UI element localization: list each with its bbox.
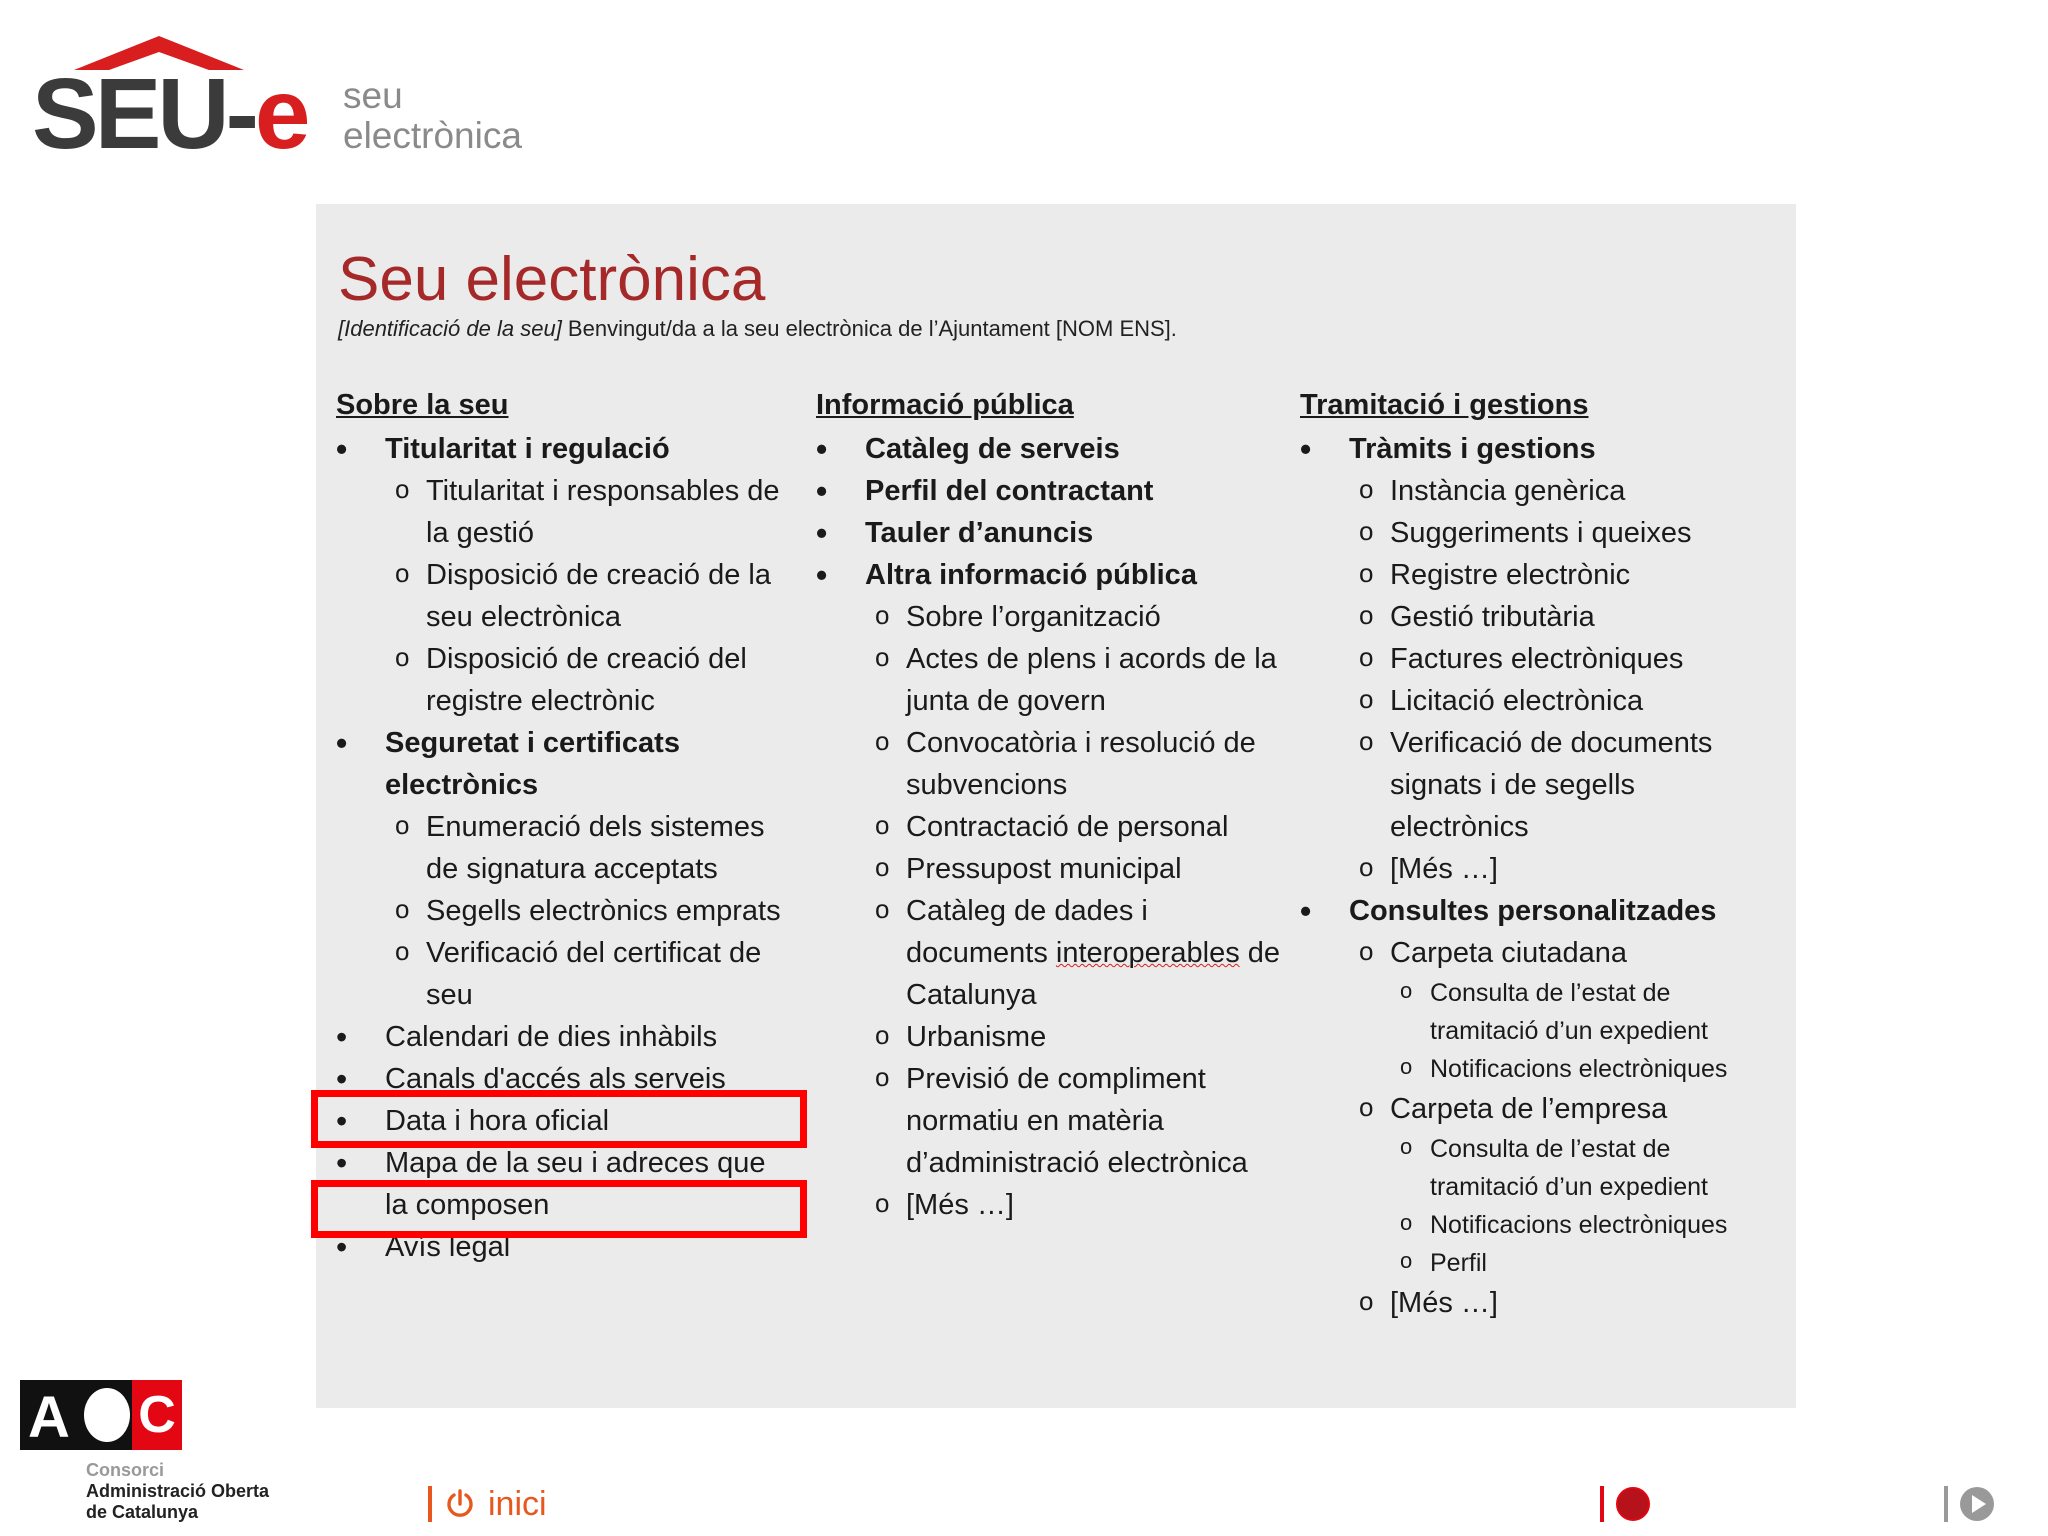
list-item: • Titularitat i regulació bbox=[336, 428, 796, 470]
sub-sub-list-item: o Consulta de l’estat de tramitació d’un expedient bbox=[1300, 974, 1780, 1050]
list-item: • Altra informació pública bbox=[816, 554, 1286, 596]
next-button[interactable] bbox=[1944, 1484, 1994, 1524]
sub-list-item: o Instància genèrica bbox=[1300, 470, 1780, 512]
inici-button[interactable] bbox=[428, 1484, 547, 1524]
sub-list-item: o [Més …] bbox=[1300, 1282, 1780, 1324]
sub-list-item: o Verificació de documents signats i de segells electrònics bbox=[1300, 722, 1780, 848]
sub-list-item: o Convocatòria i resolució de subvencions bbox=[816, 722, 1286, 806]
slide-title: Seu electrònica bbox=[338, 245, 766, 314]
sub-list-item: o Carpeta ciutadana bbox=[1300, 932, 1780, 974]
list-item: • Mapa de la seu i adreces que la composen bbox=[336, 1142, 796, 1226]
sub-list-item: o Disposició de creació del registre electrònic bbox=[336, 638, 796, 722]
list-item: • Tauler d’anuncis bbox=[816, 512, 1286, 554]
list-item: • Avís legal bbox=[336, 1226, 796, 1268]
record-icon bbox=[1616, 1487, 1650, 1521]
inici-label: inici bbox=[488, 1484, 547, 1523]
nav-divider bbox=[1600, 1486, 1604, 1522]
seu-e-logo bbox=[30, 36, 550, 170]
column-heading: Informació pública bbox=[816, 389, 1074, 421]
sub-list-item: o Registre electrònic bbox=[1300, 554, 1780, 596]
list-item: • Perfil del contractant bbox=[816, 470, 1286, 512]
sub-list-item: o Titularitat i responsables de la gestió bbox=[336, 470, 796, 554]
sub-sub-list-item: o Notificacions electròniques bbox=[1300, 1050, 1780, 1088]
highlight-box-data-hora bbox=[311, 1180, 807, 1238]
logo-wordmark: SEU-e bbox=[32, 58, 307, 170]
play-icon bbox=[1960, 1487, 1994, 1521]
power-icon bbox=[444, 1488, 476, 1520]
highlight-box-calendari bbox=[311, 1090, 807, 1148]
sub-sub-list-item: o Consulta de l’estat de tramitació d’un expedient bbox=[1300, 1130, 1780, 1206]
sub-sub-list-item: o Notificacions electròniques bbox=[1300, 1206, 1780, 1244]
aoc-mark: A C bbox=[20, 1380, 182, 1450]
sub-list-item: o Licitació electrònica bbox=[1300, 680, 1780, 722]
column-tramitacio-gestions bbox=[1300, 384, 1780, 1324]
aoc-o-shape bbox=[84, 1388, 130, 1442]
list-item: • Seguretat i certificats electrònics bbox=[336, 722, 796, 806]
sub-sub-list-item: o Perfil bbox=[1300, 1244, 1780, 1282]
list-item: • Consultes personalitzades bbox=[1300, 890, 1780, 932]
nav-divider bbox=[428, 1486, 432, 1522]
sub-list-item: o Suggeriments i queixes bbox=[1300, 512, 1780, 554]
record-button[interactable] bbox=[1600, 1484, 1650, 1524]
column-heading: Tramitació i gestions bbox=[1300, 389, 1589, 421]
sub-list-item: o Previsió de compliment normatiu en matèria d’administració electrònica bbox=[816, 1058, 1286, 1184]
sub-list-item: o [Més …] bbox=[816, 1184, 1286, 1226]
aoc-logo bbox=[20, 1380, 300, 1530]
list-item: • Tràmits i gestions bbox=[1300, 428, 1780, 470]
sub-list-item: o Gestió tributària bbox=[1300, 596, 1780, 638]
sub-list-item: o Carpeta de l’empresa bbox=[1300, 1088, 1780, 1130]
list-item-calendari: • Calendari de dies inhàbils bbox=[336, 1016, 796, 1058]
sub-list-item: o [Més …] bbox=[1300, 848, 1780, 890]
list-item: • Catàleg de serveis bbox=[816, 428, 1286, 470]
sub-list-item: o Actes de plens i acords de la junta de govern bbox=[816, 638, 1286, 722]
sub-list-item: o Pressupost municipal bbox=[816, 848, 1286, 890]
slide-subtitle: [Identificació de la seu] Benvingut/da a la seu electrònica de l’Ajuntament [NOM ENS]. bbox=[338, 316, 1177, 341]
logo-tagline: seu electrònica bbox=[343, 75, 522, 156]
sub-list-item: o Factures electròniques bbox=[1300, 638, 1780, 680]
sub-list-item: o Sobre l’organització bbox=[816, 596, 1286, 638]
sub-list-item: o Verificació del certificat de seu bbox=[336, 932, 796, 1016]
column-informacio-publica bbox=[816, 384, 1286, 1226]
column-heading: Sobre la seu bbox=[336, 389, 509, 421]
sub-list-item: o Urbanisme bbox=[816, 1016, 1286, 1058]
list-item-data-hora: • Data i hora oficial bbox=[336, 1100, 796, 1142]
nav-divider bbox=[1944, 1486, 1948, 1522]
sub-list-item: o Catàleg de dades i documents interoperables de Catalunya bbox=[816, 890, 1286, 1016]
sub-list-item: o Enumeració dels sistemes de signatura acceptats bbox=[336, 806, 796, 890]
aoc-text: Consorci Administració Oberta de Catalunya bbox=[86, 1460, 270, 1522]
sub-list-item: o Disposició de creació de la seu electrònica bbox=[336, 554, 796, 638]
list-item: • Canals d'accés als serveis bbox=[336, 1058, 796, 1100]
sub-list-item: o Contractació de personal bbox=[816, 806, 1286, 848]
sub-list-item: o Segells electrònics emprats bbox=[336, 890, 796, 932]
